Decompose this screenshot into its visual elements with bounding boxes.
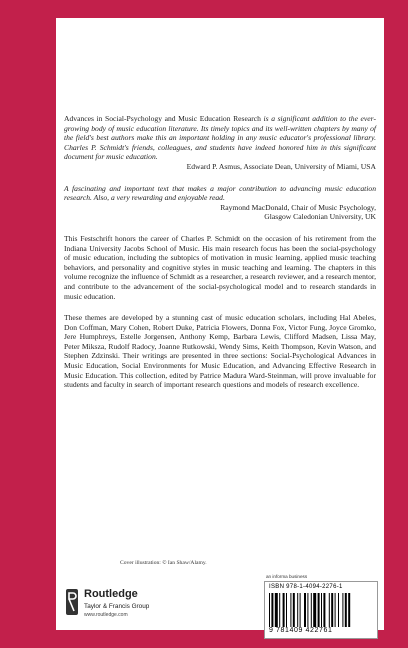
review-1-text: is a significant addition to the ever-growing body of music education literature. Its timely topics and its well-written chapters by many of the field's best authors make this an important holding in any music educator's professional library. Charles P. Schmidt's friends, colleagues, and students have indeed honored him in this significant document for music education. <box>64 114 376 162</box>
publisher-url: www.routledge.com <box>84 612 128 618</box>
barcode-bar <box>279 593 280 627</box>
barcode-bar <box>300 593 301 627</box>
barcode-bar <box>338 593 339 627</box>
isbn-barcode-box <box>264 581 378 639</box>
description-paragraph-2: These themes are developed by a stunning cast of music education scholars, including Hal Abeles, Don Coffman, Mary Cohen, Robert Duke, Patricia Flowers, Donna Fox, Victor Fung, Joyce Gromko, Jere Humphreys, Estelle Jorgensen, Anthony Kemp, Barbara Lewis, Clifford Madsen, Lissa May, Peter Miksza, Rudolf Radocy, Joanne Rutkowski, Wendy Sims, Keith Thompson, Kevin Watson, and Stephen Zdzinski. Their writings are presented in three sections: Social-Psychological Advances in Music Education, Social Environments for Music Education, and Advancing Effective Research in Music Education. This collection, edited by Patrice Madura Ward-Steinman, will prove invaluable for students and faculty in search of important research questions and models of research excellence. <box>64 313 376 390</box>
back-cover-text <box>64 114 376 390</box>
description-paragraph-1: This Festschrift honors the career of Charles P. Schmidt on the occasion of his retirement from the Indiana University Jacobs School of Music. His main research focus has been the social-psychology of music education, including the subtopics of motivation in music learning, applied music teaching behaviors, and personality and cognitive styles in music teaching and learning. The chapters in this volume recognize the influence of Schmidt as a researcher, a research reviewer, and a research mentor, and contribute to the advancement of the social-psychological model and to research standards in music education. <box>64 233 376 301</box>
review-1-title: Advances in Social-Psychology and Music Education Research <box>64 114 261 123</box>
barcode-bar <box>313 593 316 627</box>
isbn-label: ISBN 978-1-4094-2276-1 <box>269 584 343 590</box>
barcode-bar <box>321 593 322 627</box>
barcode-bar <box>271 593 273 627</box>
barcode-bar <box>342 593 343 627</box>
barcode-bar <box>345 593 347 627</box>
barcode-bar <box>290 593 291 627</box>
review-2-text: A fascinating and important text that makes a major contribution to advancing music education research. Also, a very rewarding and enjoyable read. <box>64 183 376 203</box>
review-2-attribution-line1: Raymond MacDonald, Chair of Music Psychology, <box>220 202 376 212</box>
barcode-bar <box>331 593 333 627</box>
barcode-bar <box>304 593 306 627</box>
barcode-bar <box>307 593 308 627</box>
barcode-bar <box>283 593 285 627</box>
barcode-bar <box>269 593 270 627</box>
review-2-attribution-line2: Glasgow Caledonian University, UK <box>264 212 376 222</box>
routledge-logo-icon <box>64 588 80 616</box>
review-1-attribution: Edward P. Asmus, Associate Dean, University of Miami, USA <box>186 161 376 171</box>
barcode-bar <box>286 593 287 627</box>
back-cover-panel <box>56 18 384 630</box>
barcode-bar <box>335 593 336 627</box>
barcode-number: 9 781409 422761 <box>269 627 333 634</box>
barcode-bar <box>297 593 298 627</box>
publisher-group: Taylor & Francis Group <box>84 603 150 610</box>
barcode-bar <box>348 593 350 627</box>
barcode-icon <box>269 593 373 627</box>
informa-tagline: an informa business <box>266 574 308 579</box>
review-1 <box>64 114 376 162</box>
barcode-bar <box>311 593 312 627</box>
barcode-bar <box>323 593 325 627</box>
cover-credit: Cover illustration: © Ian Shaw/Alamy. <box>120 560 207 566</box>
barcode-bar <box>329 593 330 627</box>
barcode-bar <box>318 593 320 627</box>
barcode-bar <box>293 593 295 627</box>
publisher-name: Routledge <box>84 588 138 600</box>
barcode-bar <box>275 593 278 627</box>
